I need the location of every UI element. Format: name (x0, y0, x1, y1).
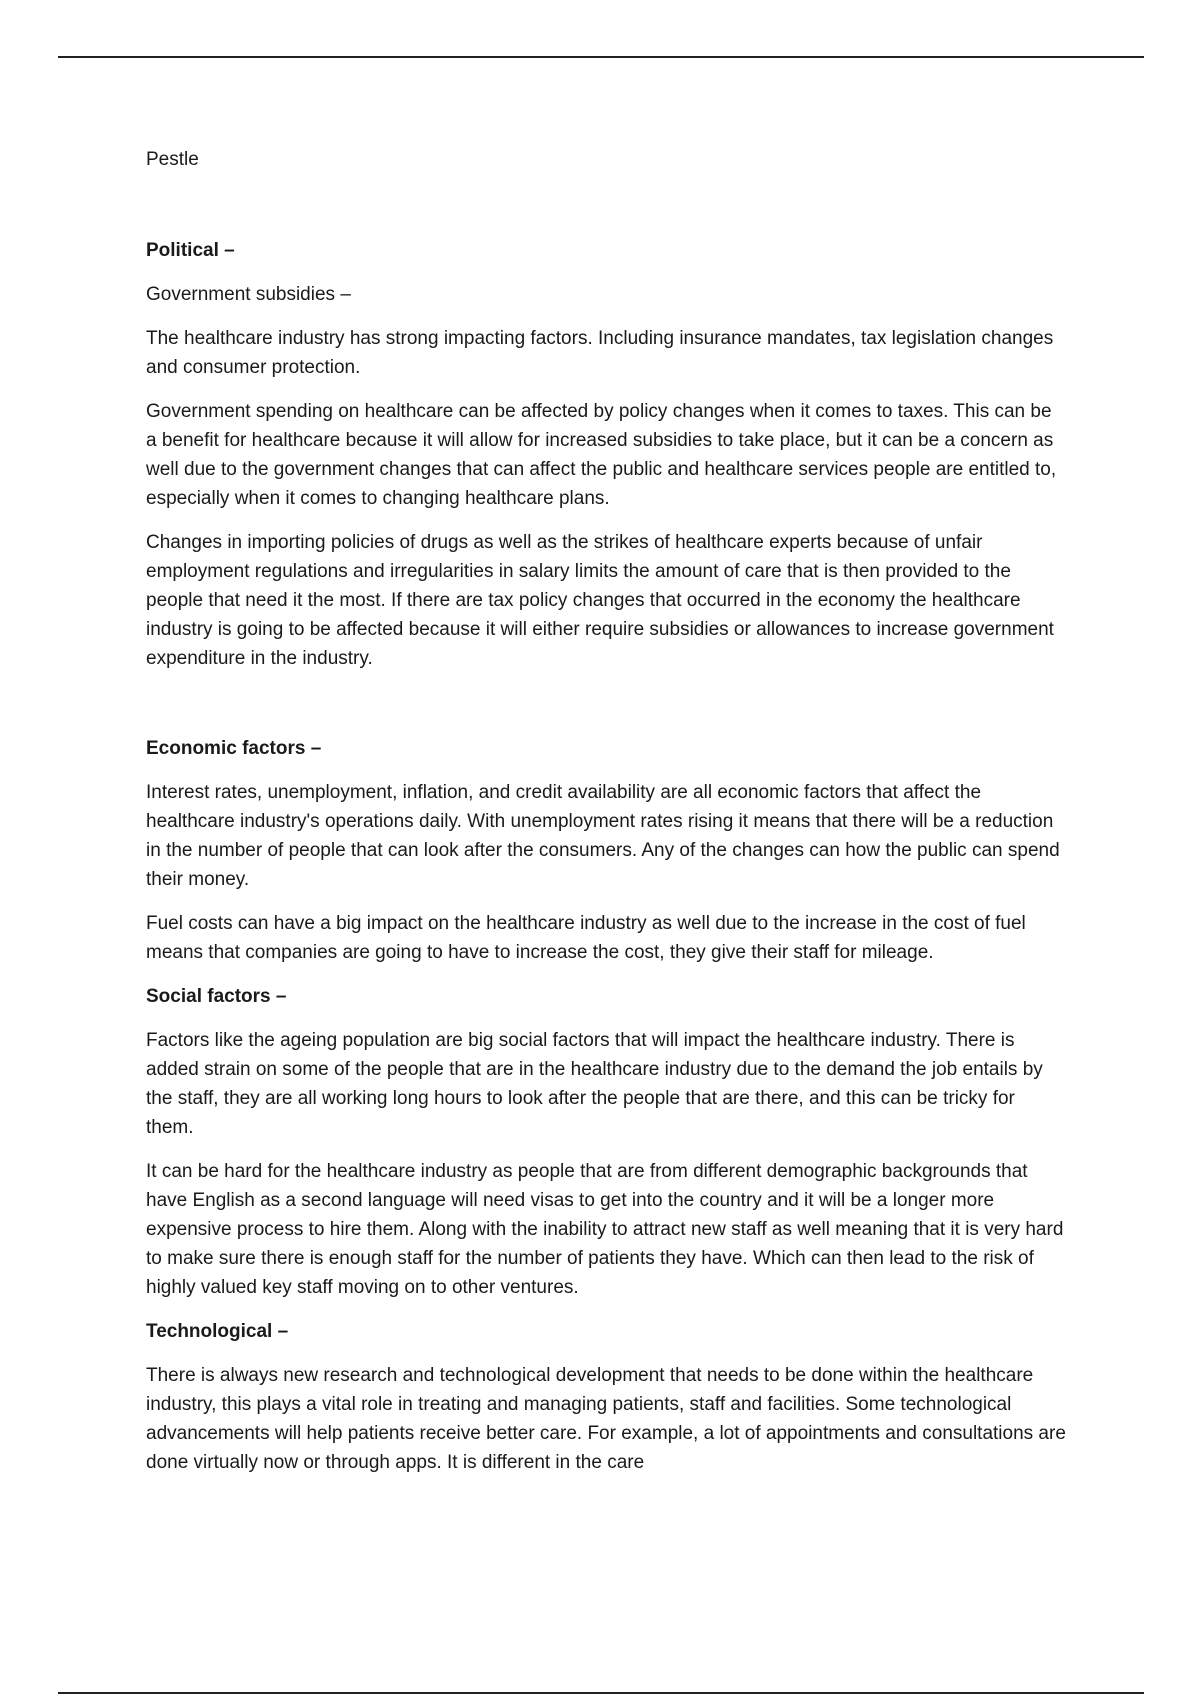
document-title: Pestle (146, 149, 199, 170)
economic-paragraph: Interest rates, unemployment, inflation, and credit availability are all economic factors that affect the healthcare industry's operations daily. With unemployment rates rising it means that there will be a reduction in the number of people that can look after the consumers. Any of the changes can how the public can spend their money. (146, 782, 1060, 890)
political-paragraph: The healthcare industry has strong impacting factors. Including insurance mandates, tax legislation changes and consumer protection. (146, 328, 1054, 378)
political-paragraph: Government spending on healthcare can be affected by policy changes when it comes to taxes. This can be a benefit for healthcare because it will allow for increased subsidies to take place, but it can be a concern as well due to the government changes that can affect the public and healthcare services people are entitled to, especially when it comes to changing healthcare plans. (146, 401, 1057, 509)
economic-heading: Economic factors – (146, 738, 322, 759)
page-bottom-rule (58, 1692, 1144, 1694)
technological-paragraph: There is always new research and technological development that needs to be done within the healthcare industry, this plays a vital role in treating and managing patients, staff and facilities. Some technological advancements will help patients receive better care. For example, a lot of appointments and consultations are done virtually now or through apps. It is different in the care (146, 1365, 1066, 1473)
economic-paragraph: Fuel costs can have a big impact on the healthcare industry as well due to the increase in the cost of fuel means that companies are going to have to increase the cost, they give their staff for mileage. (146, 913, 1026, 963)
social-paragraph: Factors like the ageing population are big social factors that will impact the healthcare industry. There is added strain on some of the people that are in the healthcare industry due to the demand the job entails by the staff, they are all working long hours to look after the people that are there, and this can be tricky for them. (146, 1030, 1043, 1138)
political-heading: Political – (146, 240, 235, 261)
social-heading: Social factors – (146, 986, 287, 1007)
government-subsidies-subheading: Government subsidies – (146, 284, 351, 305)
document-body (146, 145, 1066, 1492)
social-paragraph: It can be hard for the healthcare industry as people that are from different demographic backgrounds that have English as a second language will need visas to get into the country and it will be a longer more expensive process to hire them. Along with the inability to attract new staff as well meaning that it is very hard to make sure there is enough staff for the number of patients they have. Which can then lead to the risk of highly valued key staff moving on to other ventures. (146, 1161, 1064, 1298)
political-paragraph: Changes in importing policies of drugs as well as the strikes of healthcare experts because of unfair employment regulations and irregularities in salary limits the amount of care that is then provided to the people that need it the most. If there are tax policy changes that occurred in the economy the healthcare industry is going to be affected because it will either require subsidies or allowances to increase government expenditure in the industry. (146, 532, 1054, 669)
technological-heading: Technological – (146, 1321, 289, 1342)
page-top-rule (58, 56, 1144, 58)
